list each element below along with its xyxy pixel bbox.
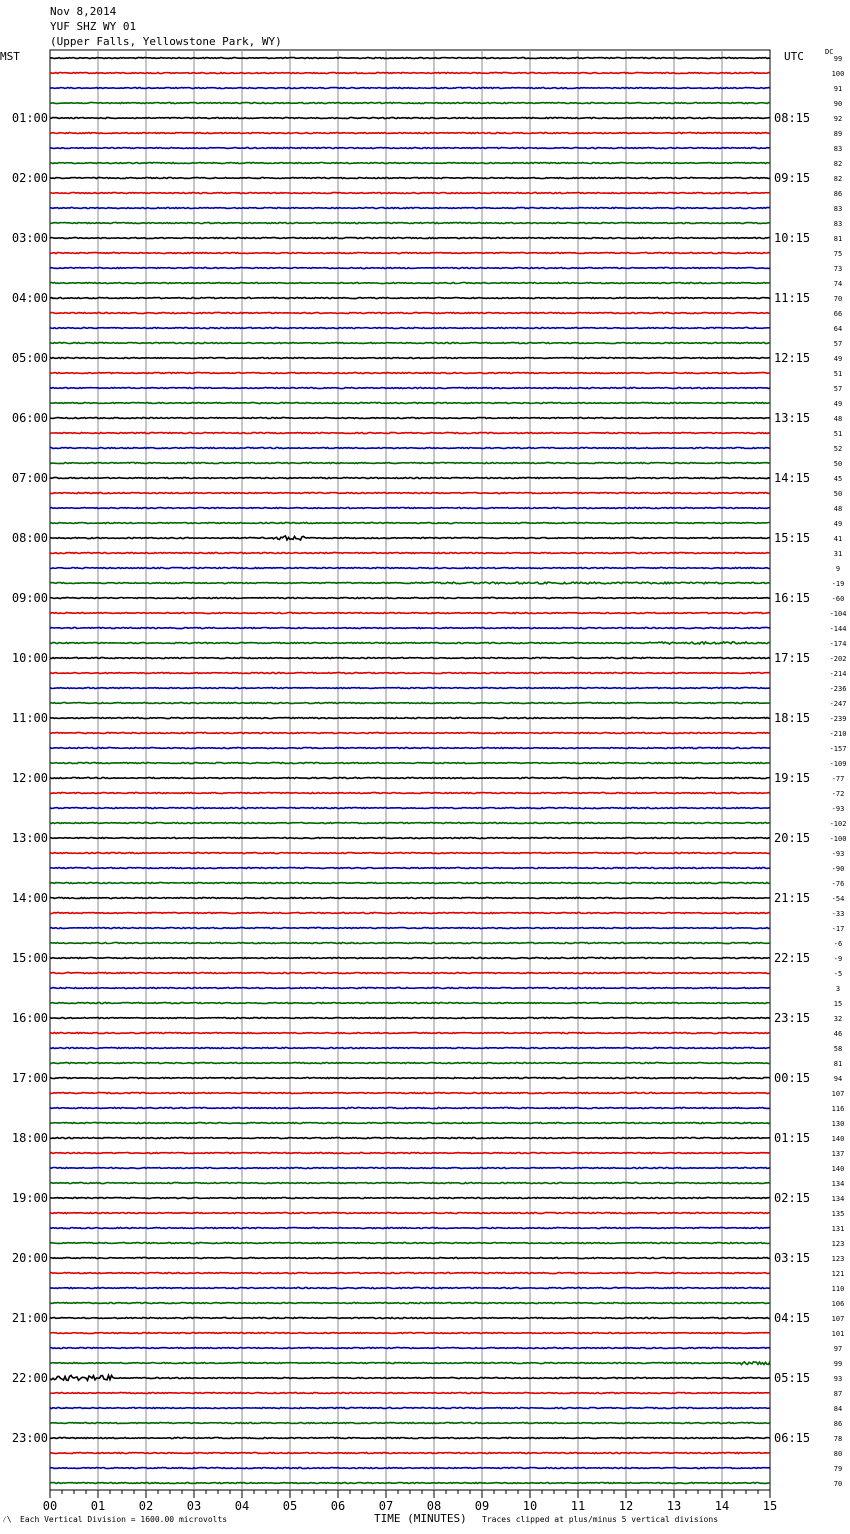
seismic-trace <box>50 357 770 358</box>
dc-offset-label: -9 <box>833 955 843 963</box>
left-timezone-label: MST <box>0 50 20 63</box>
mst-hour-label: 23:00 <box>11 1431 48 1445</box>
seismic-trace <box>50 1407 770 1408</box>
dc-offset-label: 46 <box>833 1030 843 1038</box>
seismic-trace <box>50 657 770 658</box>
utc-hour-label: 13:15 <box>774 411 811 425</box>
seismic-trace <box>50 372 770 373</box>
seismic-trace <box>50 1062 770 1063</box>
seismic-trace <box>50 1482 770 1483</box>
utc-hour-label: 04:15 <box>774 1311 811 1325</box>
seismic-trace <box>50 1257 770 1258</box>
dc-offset-label: 131 <box>831 1225 845 1233</box>
mst-hour-label: 09:00 <box>11 591 48 605</box>
seismic-trace <box>50 942 770 943</box>
mst-hour-label: 17:00 <box>11 1071 48 1085</box>
dc-offset-label: -157 <box>829 745 847 753</box>
seismic-trace <box>50 297 770 298</box>
dc-offset-label: 50 <box>833 490 843 498</box>
dc-offset-label: -104 <box>829 610 847 618</box>
dc-offset-label: -239 <box>829 715 847 723</box>
right-timezone-label: UTC <box>784 50 804 63</box>
seismic-trace <box>50 567 770 568</box>
dc-offset-label: 70 <box>833 1480 843 1488</box>
x-tick-label: 05 <box>282 1499 298 1513</box>
seismic-trace <box>50 987 770 988</box>
dc-offset-label: 100 <box>831 70 845 78</box>
seismic-trace <box>50 957 770 958</box>
dc-offset-label: 32 <box>833 1015 843 1023</box>
seismic-trace <box>50 627 770 628</box>
dc-offset-label: 134 <box>831 1180 845 1188</box>
dc-offset-label: -109 <box>829 760 847 768</box>
mst-hour-label: 15:00 <box>11 951 48 965</box>
utc-hour-label: 14:15 <box>774 471 811 485</box>
seismic-trace <box>50 882 770 883</box>
dc-offset-label: 99 <box>833 1360 843 1368</box>
seismic-trace <box>50 1272 770 1273</box>
seismic-trace <box>50 507 770 508</box>
dc-offset-label: 48 <box>833 415 843 423</box>
utc-hour-label: 10:15 <box>774 231 811 245</box>
dc-offset-label: 81 <box>833 1060 843 1068</box>
seismic-trace <box>50 417 770 418</box>
dc-offset-label: 15 <box>833 1000 843 1008</box>
seismic-trace <box>50 1197 770 1198</box>
seismic-trace <box>50 1361 770 1364</box>
seismic-trace <box>50 1107 770 1108</box>
seismic-trace <box>50 927 770 928</box>
x-tick-label: 13 <box>666 1499 682 1513</box>
dc-offset-label: -144 <box>829 625 847 633</box>
seismic-trace <box>50 1287 770 1288</box>
dc-offset-label: 106 <box>831 1300 845 1308</box>
corner-mark: ⁄\ <box>2 1515 12 1524</box>
seismic-trace <box>50 747 770 748</box>
dc-offset-label: 64 <box>833 325 843 333</box>
seismic-trace <box>50 522 770 523</box>
x-tick-label: 07 <box>378 1499 394 1513</box>
dc-offset-label: -236 <box>829 685 847 693</box>
seismic-trace <box>50 642 770 644</box>
dc-offset-label: 123 <box>831 1255 845 1263</box>
dc-offset-label: 41 <box>833 535 843 543</box>
dc-offset-label: 51 <box>833 370 843 378</box>
dc-offset-label: 74 <box>833 280 843 288</box>
seismic-trace <box>50 1302 770 1303</box>
dc-offset-label: -214 <box>829 670 847 678</box>
dc-offset-label: -90 <box>831 865 845 873</box>
utc-hour-label: 00:15 <box>774 1071 811 1085</box>
seismic-trace <box>50 462 770 463</box>
dc-offset-label: 83 <box>833 205 843 213</box>
seismic-trace <box>50 1375 770 1380</box>
seismic-trace <box>50 237 770 238</box>
seismic-trace <box>50 612 770 613</box>
mst-hour-label: 12:00 <box>11 771 48 785</box>
dc-offset-label: -77 <box>831 775 845 783</box>
seismic-trace <box>50 1122 770 1123</box>
seismic-trace <box>50 822 770 823</box>
seismic-trace <box>50 1017 770 1018</box>
dc-offset-label: 45 <box>833 475 843 483</box>
dc-offset-label: 51 <box>833 430 843 438</box>
seismic-trace <box>50 1137 770 1138</box>
utc-hour-label: 19:15 <box>774 771 811 785</box>
dc-offset-label: -93 <box>831 805 845 813</box>
seismic-trace <box>50 327 770 328</box>
seismic-trace <box>50 1437 770 1438</box>
dc-offset-label: 140 <box>831 1165 845 1173</box>
seismic-trace <box>50 117 770 118</box>
dc-offset-label: 97 <box>833 1345 843 1353</box>
dc-offset-label: 82 <box>833 160 843 168</box>
seismic-trace <box>50 1347 770 1348</box>
seismic-trace <box>50 447 770 448</box>
seismic-trace <box>50 852 770 853</box>
dc-offset-label: 123 <box>831 1240 845 1248</box>
dc-offset-label: 83 <box>833 220 843 228</box>
seismic-trace <box>50 702 770 703</box>
dc-offset-label: 82 <box>833 175 843 183</box>
seismic-trace <box>50 552 770 553</box>
utc-hour-label: 17:15 <box>774 651 811 665</box>
utc-hour-label: 23:15 <box>774 1011 811 1025</box>
x-tick-label: 04 <box>234 1499 250 1513</box>
dc-offset-label: 48 <box>833 505 843 513</box>
seismic-trace <box>50 1212 770 1213</box>
seismic-trace <box>50 387 770 388</box>
seismic-trace <box>50 57 770 58</box>
utc-hour-label: 01:15 <box>774 1131 811 1145</box>
dc-offset-label: 140 <box>831 1135 845 1143</box>
dc-offset-label: -72 <box>831 790 845 798</box>
dc-offset-label: -33 <box>831 910 845 918</box>
seismic-trace <box>50 102 770 103</box>
dc-offset-label: -210 <box>829 730 847 738</box>
seismic-trace <box>50 432 770 433</box>
seismic-trace <box>50 807 770 808</box>
utc-hour-label: 22:15 <box>774 951 811 965</box>
mst-hour-label: 08:00 <box>11 531 48 545</box>
dc-offset-label: 66 <box>833 310 843 318</box>
dc-offset-label: 107 <box>831 1090 845 1098</box>
seismic-trace <box>50 492 770 493</box>
seismic-trace <box>50 1452 770 1453</box>
dc-offset-label: -19 <box>831 580 845 588</box>
utc-hour-label: 20:15 <box>774 831 811 845</box>
dc-offset-label: 110 <box>831 1285 845 1293</box>
mst-hour-label: 02:00 <box>11 171 48 185</box>
seismic-trace <box>50 1467 770 1468</box>
dc-offset-label: 94 <box>833 1075 843 1083</box>
mst-hour-label: 22:00 <box>11 1371 48 1385</box>
scale-note: Each Vertical Division = 1600.00 microvolts <box>20 1515 228 1524</box>
seismic-trace <box>50 342 770 343</box>
dc-offset-label: 86 <box>833 190 843 198</box>
dc-offset-label: -5 <box>833 970 843 978</box>
utc-hour-label: 06:15 <box>774 1431 811 1445</box>
dc-offset-label: -202 <box>829 655 847 663</box>
mst-hour-label: 03:00 <box>11 231 48 245</box>
utc-hour-label: 16:15 <box>774 591 811 605</box>
utc-hour-label: 18:15 <box>774 711 811 725</box>
seismic-trace <box>50 1392 770 1393</box>
dc-offset-label: 75 <box>833 250 843 258</box>
seismic-trace <box>50 912 770 913</box>
mst-hour-label: 13:00 <box>11 831 48 845</box>
dc-offset-label: 3 <box>835 985 841 993</box>
mst-hour-label: 07:00 <box>11 471 48 485</box>
dc-offset-label: 70 <box>833 295 843 303</box>
seismic-trace <box>50 147 770 148</box>
dc-offset-label: 83 <box>833 145 843 153</box>
station-location: (Upper Falls, Yellowstone Park, WY) <box>50 35 282 48</box>
dc-offset-label: 79 <box>833 1465 843 1473</box>
mst-hour-label: 18:00 <box>11 1131 48 1145</box>
x-tick-label: 11 <box>570 1499 586 1513</box>
utc-hour-label: 15:15 <box>774 531 811 545</box>
dc-offset-label: 86 <box>833 1420 843 1428</box>
utc-hour-label: 11:15 <box>774 291 811 305</box>
seismic-trace <box>50 837 770 838</box>
clip-note: Traces clipped at plus/minus 5 vertical divisions <box>482 1515 719 1524</box>
utc-hour-label: 05:15 <box>774 1371 811 1385</box>
seismic-trace <box>50 1167 770 1168</box>
seismic-trace <box>50 732 770 733</box>
utc-hour-label: 02:15 <box>774 1191 811 1205</box>
dc-offset-label: 99 <box>833 55 843 63</box>
plot-frame <box>50 50 770 1490</box>
seismic-trace <box>50 1092 770 1093</box>
mst-hour-label: 11:00 <box>11 711 48 725</box>
seismic-trace <box>50 477 770 478</box>
dc-offset-label: 49 <box>833 520 843 528</box>
dc-offset-header: DC <box>825 48 834 56</box>
x-tick-label: 15 <box>762 1499 778 1513</box>
seismic-trace <box>50 1077 770 1078</box>
dc-offset-label: -247 <box>829 700 847 708</box>
seismic-trace <box>50 597 770 598</box>
mst-hour-label: 16:00 <box>11 1011 48 1025</box>
dc-offset-label: 80 <box>833 1450 843 1458</box>
seismic-trace <box>50 1332 770 1333</box>
dc-offset-label: 57 <box>833 340 843 348</box>
mst-hour-label: 20:00 <box>11 1251 48 1265</box>
dc-offset-label: -54 <box>831 895 845 903</box>
dc-offset-label: 92 <box>833 115 843 123</box>
utc-hour-label: 09:15 <box>774 171 811 185</box>
dc-offset-label: 49 <box>833 400 843 408</box>
dc-offset-label: -60 <box>831 595 845 603</box>
seismic-trace <box>50 1152 770 1153</box>
seismic-trace <box>50 177 770 178</box>
dc-offset-label: -93 <box>831 850 845 858</box>
x-tick-label: 14 <box>714 1499 730 1513</box>
seismic-trace <box>50 312 770 313</box>
dc-offset-label: 58 <box>833 1045 843 1053</box>
mst-hour-label: 05:00 <box>11 351 48 365</box>
seismic-trace <box>50 207 770 208</box>
seismic-trace <box>50 792 770 793</box>
dc-offset-label: 90 <box>833 100 843 108</box>
dc-offset-label: -174 <box>829 640 847 648</box>
dc-offset-label: 130 <box>831 1120 845 1128</box>
seismic-trace <box>50 672 770 673</box>
dc-offset-label: 57 <box>833 385 843 393</box>
dc-offset-label: -102 <box>829 820 847 828</box>
dc-offset-label: 73 <box>833 265 843 273</box>
seismic-trace <box>50 72 770 73</box>
mst-hour-label: 06:00 <box>11 411 48 425</box>
dc-offset-label: -76 <box>831 880 845 888</box>
x-tick-label: 06 <box>330 1499 346 1513</box>
seismic-trace <box>50 132 770 133</box>
seismic-trace <box>50 762 770 763</box>
dc-offset-label: -100 <box>829 835 847 843</box>
dc-offset-label: 107 <box>831 1315 845 1323</box>
utc-hour-label: 03:15 <box>774 1251 811 1265</box>
mst-hour-label: 21:00 <box>11 1311 48 1325</box>
dc-offset-label: 135 <box>831 1210 845 1218</box>
dc-offset-label: 78 <box>833 1435 843 1443</box>
x-tick-label: 01 <box>90 1499 106 1513</box>
dc-offset-label: 52 <box>833 445 843 453</box>
dc-offset-label: 93 <box>833 1375 843 1383</box>
dc-offset-label: 89 <box>833 130 843 138</box>
dc-offset-label: 84 <box>833 1405 843 1413</box>
seismic-trace <box>50 1422 770 1423</box>
mst-hour-label: 10:00 <box>11 651 48 665</box>
mst-hour-label: 04:00 <box>11 291 48 305</box>
seismic-trace <box>50 717 770 718</box>
mst-hour-label: 19:00 <box>11 1191 48 1205</box>
x-axis-title: TIME (MINUTES) <box>374 1512 467 1525</box>
dc-offset-label: 134 <box>831 1195 845 1203</box>
utc-hour-label: 08:15 <box>774 111 811 125</box>
dc-offset-label: 137 <box>831 1150 845 1158</box>
dc-offset-label: 101 <box>831 1330 845 1338</box>
seismic-trace <box>50 282 770 283</box>
dc-offset-label: 121 <box>831 1270 845 1278</box>
seismic-trace <box>50 222 770 223</box>
x-tick-label: 10 <box>522 1499 538 1513</box>
dc-offset-label: 49 <box>833 355 843 363</box>
x-tick-label: 03 <box>186 1499 202 1513</box>
seismic-trace <box>50 1227 770 1228</box>
seismic-trace <box>50 162 770 163</box>
dc-offset-label: 87 <box>833 1390 843 1398</box>
seismic-trace <box>50 402 770 403</box>
mst-hour-label: 01:00 <box>11 111 48 125</box>
seismic-trace <box>50 1317 770 1318</box>
seismic-trace <box>50 87 770 88</box>
dc-offset-label: 9 <box>835 565 841 573</box>
dc-offset-label: 116 <box>831 1105 845 1113</box>
seismic-trace <box>50 1047 770 1048</box>
record-date: Nov 8,2014 <box>50 5 117 18</box>
seismic-trace <box>50 267 770 268</box>
dc-offset-label: 81 <box>833 235 843 243</box>
x-tick-label: 00 <box>42 1499 58 1513</box>
utc-hour-label: 12:15 <box>774 351 811 365</box>
utc-hour-label: 21:15 <box>774 891 811 905</box>
dc-offset-label: -6 <box>833 940 843 948</box>
seismic-trace <box>50 252 770 253</box>
seismic-trace <box>50 687 770 688</box>
x-tick-label: 02 <box>138 1499 154 1513</box>
dc-offset-label: 31 <box>833 550 843 558</box>
seismic-trace <box>50 1032 770 1033</box>
dc-offset-label: 91 <box>833 85 843 93</box>
seismic-trace <box>50 867 770 868</box>
seismic-trace <box>50 1002 770 1003</box>
x-tick-label: 09 <box>474 1499 490 1513</box>
seismic-trace <box>50 897 770 898</box>
seismic-trace <box>50 1182 770 1183</box>
seismic-trace <box>50 1242 770 1243</box>
dc-offset-label: -17 <box>831 925 845 933</box>
mst-hour-label: 14:00 <box>11 891 48 905</box>
seismic-trace <box>50 582 770 584</box>
x-tick-label: 08 <box>426 1499 442 1513</box>
station-code: YUF SHZ WY 01 <box>50 20 137 33</box>
seismic-trace <box>50 536 770 540</box>
seismic-trace <box>50 777 770 778</box>
seismic-trace <box>50 192 770 193</box>
seismic-trace <box>50 972 770 973</box>
dc-offset-label: 50 <box>833 460 843 468</box>
x-tick-label: 12 <box>618 1499 634 1513</box>
